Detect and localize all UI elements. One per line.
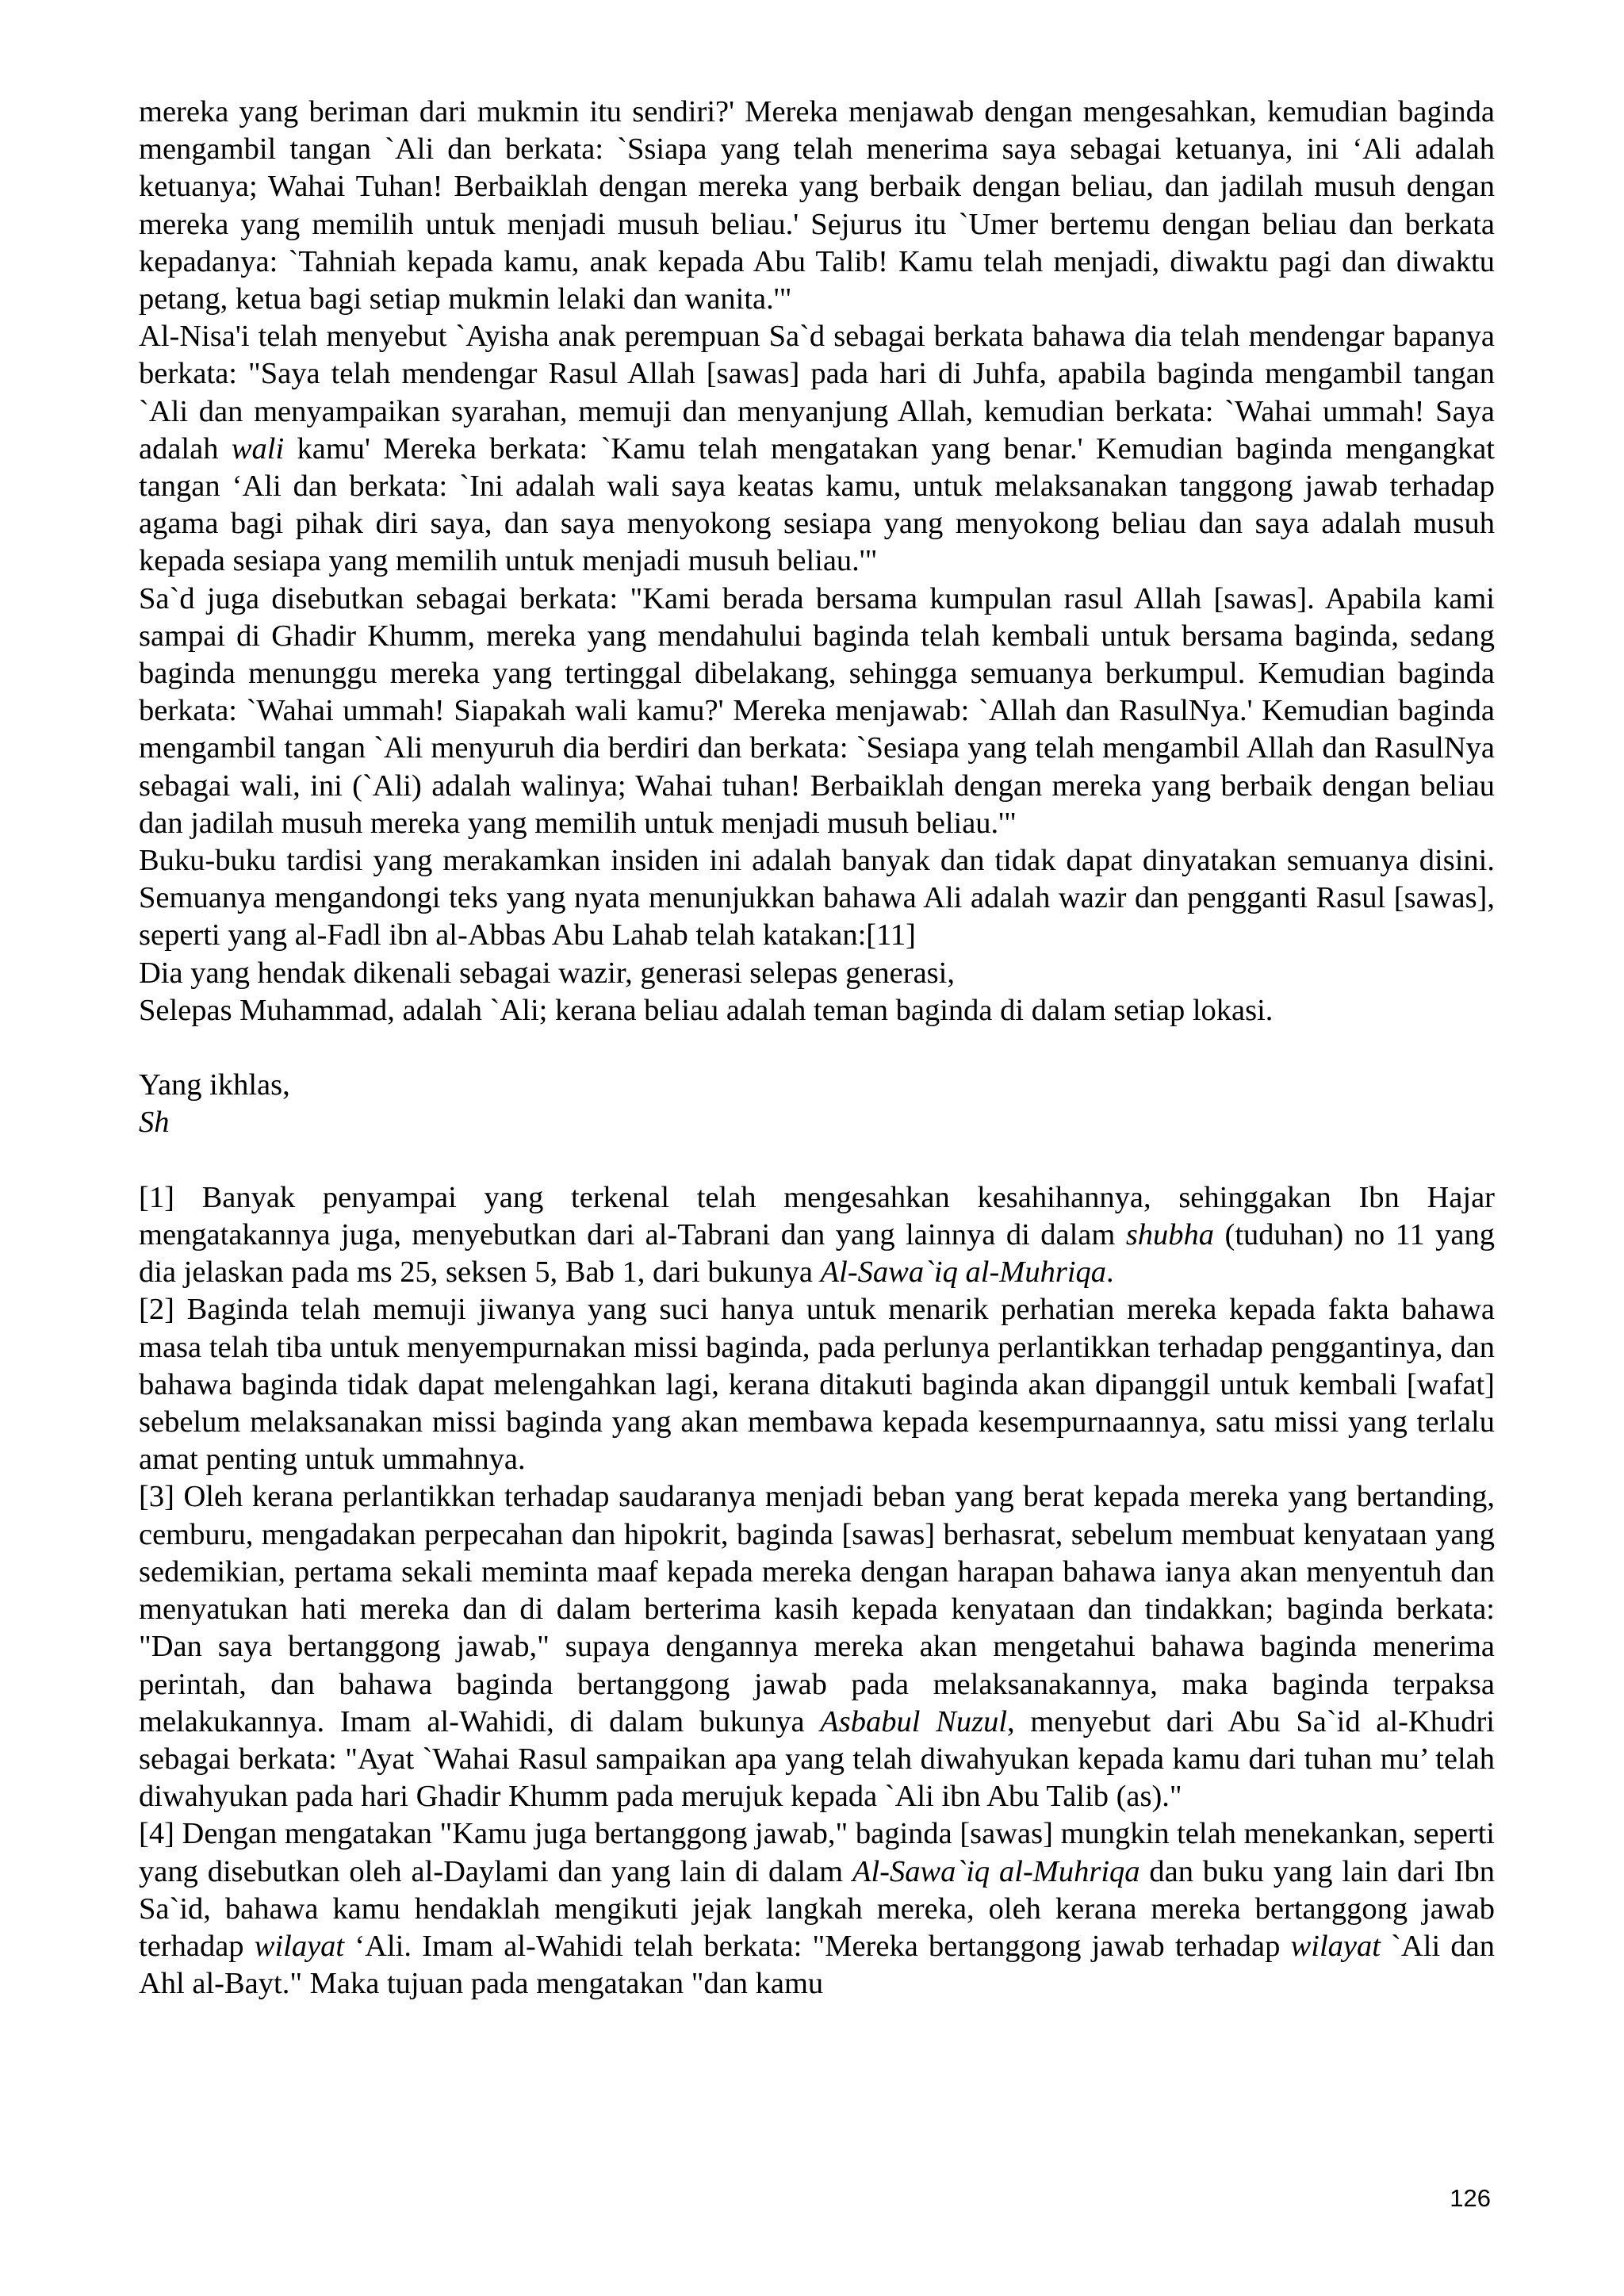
footnote-text: , menyebut dari Abu Sa`id al-Khudri sebagai berkata: "Ayat `Wahai Rasul sampaikan apa yang telah diwahyukan kepada kamu dari tuhan mu’ telah diwahyukan pada hari Ghadir Khumm pada merujuk kepada `Ali ibn Abu Talib (as)."	[139, 1704, 1495, 1814]
italic-book-title: Al-Sawa`iq al-Muhriqa	[820, 1255, 1107, 1290]
paragraph-text: Sa`d juga disebutkan sebagai berkata: "Kami berada bersama kumpulan rasul Allah [sawas]. Apabila kami sampai di Ghadir Khumm, mereka yang mendahului baginda telah kembali untuk bersama baginda, sedang baginda menunggu mereka yang tertinggal dibelakang, sehingga semuanya berkumpul. Kemudian baginda berkata: `Wahai ummah! Siapakah wali kamu?' Mereka menjawab: `Allah dan RasulNya.' Kemudian baginda mengambil tangan `Ali menyuruh dia berdiri dan berkata: `Sesiapa yang telah mengambil Allah dan RasulNya sebagai wali, ini (`Ali) adalah walinya; Wahai tuhan! Berbaiklah dengan mereka yang berbaik dengan beliau dan jadilah musuh mereka yang memilih untuk menjadi musuh beliau.'"	[139, 581, 1495, 840]
paragraph-text: Selepas Muhammad, adalah `Ali; kerana beliau adalah teman baginda di dalam setiap lokasi.	[139, 993, 1274, 1027]
body-paragraph-2	[139, 318, 1495, 580]
footnote-text: ‘Ali. Imam al-Wahidi telah berkata: "Mereka bertanggong jawab terhadap	[344, 1929, 1291, 1963]
closing-salutation: Yang ikhlas,	[139, 1068, 290, 1102]
footnote-3	[139, 1478, 1495, 1815]
italic-term-wilayat: wilayat	[1290, 1929, 1381, 1963]
paragraph-text: mereka yang beriman dari mukmin itu sendiri?' Mereka menjawab dengan mengesahkan, kemudian baginda mengambil tangan `Ali dan berkata: `Ssiapa yang telah menerima saya sebagai ketuanya, ini ‘Ali adalah ketuanya; Wahai Tuhan! Berbaiklah dengan mereka yang berbaik dengan beliau, dan jadilah musuh dengan mereka yang memilih untuk menjadi musuh beliau.' Sejurus itu `Umer bertemu dengan beliau dan berkata kepadanya: `Tahniah kepada kamu, anak kepada Abu Talib! Kamu telah menjadi, diwaktu pagi dan diwaktu petang, ketua bagi setiap mukmin lelaki dan wanita.'"	[139, 95, 1495, 316]
paragraph-text: Buku-buku tardisi yang merakamkan insiden ini adalah banyak dan tidak dapat dinyatakan semuanya disini. Semuanya mengandongi teks yang nyata menunjukkan bahawa Ali adalah wazir dan pengganti Rasul [sawas], seperti yang al-Fadl ibn al-Abbas Abu Lahab telah katakan:[11]	[139, 844, 1495, 953]
body-paragraph-4	[139, 842, 1495, 955]
paragraph-text: Al-Nisa'i telah menyebut `Ayisha anak perempuan Sa`d sebagai berkata bahawa dia telah mendengar bapanya berkata: "Saya telah mendengar Rasul Allah [sawas] pada hari di Juhfa, apabila baginda mengambil tangan `Ali dan menyampaikan syarahan, memuji dan menyanjung Allah, kemudian berkata: `Wahai ummah! Saya adalah	[139, 320, 1495, 466]
closing-signature	[139, 1104, 1495, 1141]
spacer	[139, 1029, 1495, 1067]
poem-line-2	[139, 992, 1495, 1029]
footnote-text: (tuduhan) no 11 yang dia jelaskan pada ms 25, seksen 5, Bab 1, dari bukunya	[139, 1218, 1495, 1290]
page-number: 126	[1450, 2184, 1491, 2212]
body-paragraph-1	[139, 94, 1495, 318]
footnote-text: [4] Dengan mengatakan "Kamu juga bertanggong jawab," baginda [sawas] mungkin telah menekankan, seperti yang disebutkan oleh al-Daylami dan yang lain di dalam	[139, 1817, 1495, 1888]
italic-book-title: Asbabul Nuzul	[820, 1704, 1008, 1738]
footnote-4	[139, 1815, 1495, 2003]
footnote-text: `Ali dan Ahl al-Bayt." Maka tujuan pada mengatakan "dan kamu	[139, 1929, 1495, 2001]
footnote-text: [2] Baginda telah memuji jiwanya yang suci hanya untuk menarik perhatian mereka kepada fakta bahawa masa telah tiba untuk menyempurnakan missi baginda, pada perlunya perlantikkan terhadap penggantinya, dan bahawa baginda tidak dapat melengahkan lagi, kerana ditakuti baginda akan dipanggil untuk kembali [wafat] sebelum melaksanakan missi baginda yang akan membawa kepada kesempurnaannya, satu missi yang terlalu amat penting untuk ummahnya.	[139, 1293, 1495, 1477]
spacer	[139, 1142, 1495, 1179]
page-body	[139, 94, 1495, 2003]
body-paragraph-3	[139, 581, 1495, 842]
footnote-1	[139, 1179, 1495, 1292]
poem-line-1	[139, 955, 1495, 992]
italic-term-shubha: shubha	[1125, 1218, 1215, 1252]
footnote-text: [3] Oleh kerana perlantikkan terhadap saudaranya menjadi beban yang berat kepada mereka yang bertanding, cemburu, mengadakan perpecahan dan hipokrit, baginda [sawas] berhasrat, sebelum membuat kenyataan yang sedemikian, pertama sekali meminta maaf kepada mereka dengan harapan bahawa ianya akan menyentuh dan menyatukan hati mereka dan di dalam berterima kasih kepada kenyataan dan tindakkan; baginda berkata: "Dan saya bertanggong jawab," supaya dengannya mereka akan mengetahui bahawa baginda menerima perintah, dan bahawa baginda bertanggong jawab pada melaksanakannya, maka baginda terpaksa melakukannya. Imam al-Wahidi, di dalam bukunya	[139, 1480, 1495, 1738]
italic-term-wilayat: wilayat	[254, 1929, 345, 1963]
signature-text: Sh	[139, 1106, 170, 1140]
italic-book-title: Al-Sawa`iq al-Muhriqa	[852, 1854, 1140, 1888]
italic-term-wali: wali	[231, 431, 285, 466]
footnote-text: [1] Banyak penyampai yang terkenal telah mengesahkan kesahihannya, sehinggakan Ibn Hajar mengatakannya juga, menyebutkan dari al-Tabrani dan yang lainnya di dalam	[139, 1180, 1495, 1252]
footnote-text: dan buku yang lain dari Ibn Sa`id, bahawa kamu hendaklah mengikuti jejak langkah mereka, oleh kerana mereka bertanggong jawab terhadap	[139, 1854, 1495, 1963]
paragraph-text: kamu' Mereka berkata: `Kamu telah mengatakan yang benar.' Kemudian baginda mengangkat tangan ‘Ali dan berkata: `Ini adalah wali saya keatas kamu, untuk melaksanakan tanggong jawab terhadap agama bagi pihak diri saya, dan saya menyokong sesiapa yang menyokong beliau dan saya adalah musuh kepada sesiapa yang memilih untuk menjadi musuh beliau.'"	[139, 431, 1495, 578]
footnote-2	[139, 1291, 1495, 1478]
paragraph-text: Dia yang hendak dikenali sebagai wazir, generasi selepas generasi,	[139, 956, 955, 990]
footnote-text: .	[1106, 1255, 1114, 1290]
